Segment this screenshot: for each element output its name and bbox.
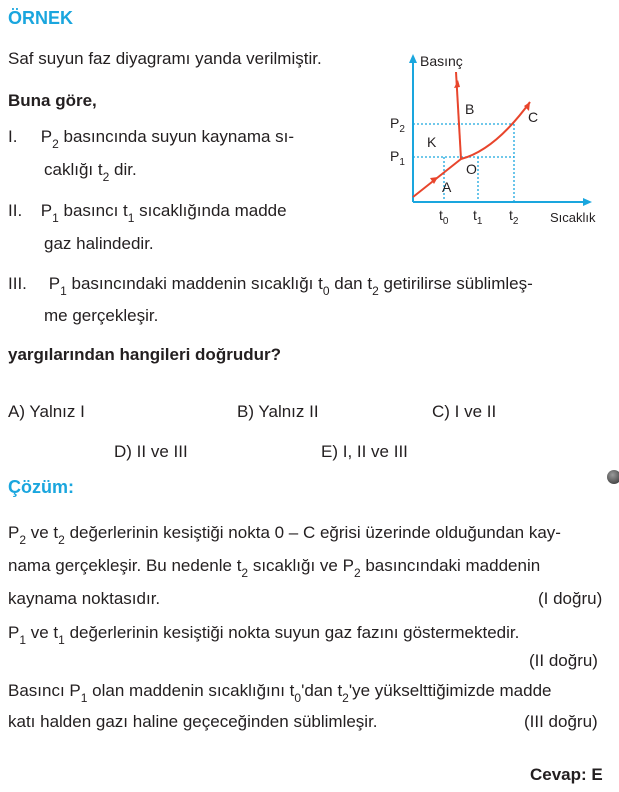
statement-line [40,127,361,151]
y-axis-arrow-icon [409,54,417,63]
statement-text: $P_2$ basıncında suyun kaynama sı- [40,127,295,151]
curve-c-label: C [528,109,539,125]
answer-label: Cevap: E [530,765,603,784]
verdict-2: (II doğru) [529,651,598,670]
region-k-label: K [427,134,437,150]
statement-2 [8,201,287,225]
verdict-1: (I doğru) [538,589,603,608]
verdict-3: (III doğru) [524,712,598,731]
statement-number: II. [8,201,23,220]
statement-number: III. [8,274,27,293]
question-text: yargılarından hangileri doğrudur? [8,345,281,364]
statement-number: I. [8,127,18,146]
statement-3-cont: me gerçekleşir. [44,306,159,325]
statement-3 [8,274,533,298]
example-title: ÖRNEK [8,8,74,28]
intro-text: Saf suyun faz diyagramı yanda verilmiştir. [8,49,322,68]
bullet-decoration [607,470,619,484]
statement-text: $P_1$ basıncındaki maddenin sıcaklığı $t_0$ dan $t_2$ getirilirse süblimleş- [48,274,533,298]
statement-1-cont: caklığı $t_2$ dir. [44,160,137,184]
option-c[interactable]: C) I ve II [432,402,497,421]
solution-line-4: $P_1$ ve $t_1$ değerlerinin kesiştiği nokta suyun gaz fazını göstermektedir. [8,623,520,647]
solution-line-3: kaynama noktasıdır. [8,589,161,608]
question-lead: Buna göre, [8,91,97,110]
p2-label: $P_2$ [390,115,405,135]
option-b[interactable]: B) Yalnız II [237,402,319,421]
option-d[interactable]: D) II ve III [114,442,188,461]
t2-label: $t_2$ [509,207,519,227]
option-a[interactable]: A) Yalnız I [8,402,85,421]
t0-label: $t_0$ [439,207,449,227]
solution-line-7: katı halden gazı haline geçeceğinden süblimleşir. [8,712,378,731]
y-axis-label: Basınç [420,53,463,69]
curve-b-label: B [465,101,475,117]
statement-2-cont: gaz halindedir. [44,234,154,253]
point-o-label: O [466,161,477,177]
option-e[interactable]: E) I, II ve III [321,442,408,461]
t1-label: $t_1$ [473,207,483,227]
phase-diagram [380,50,619,230]
curve-a-label: A [442,179,452,195]
statement-text: $P_1$ basıncı $t_1$ sıcaklığında madde [40,201,287,225]
x-axis-label: Sıcaklık [550,210,596,225]
solution-title: Çözüm: [8,477,74,497]
solution-line-2: nama gerçekleşir. Bu nedenle $t_2$ sıcaklığı ve $P_2$ basıncındaki maddenin [8,556,541,580]
solution-line-6: Basıncı $P_1$ olan maddenin sıcaklığını $t_0'dan$ $t_2'ye$ yükselttiğimizde madde [8,681,552,705]
statement-1 [8,127,363,151]
solution-line-1: $P_2$ ve $t_2$ değerlerinin kesiştiği nokta 0 – C eğrisi üzerinde olduğundan kay- [8,523,561,547]
x-axis-arrow-icon [583,198,592,206]
p1-label: $P_1$ [390,148,405,168]
